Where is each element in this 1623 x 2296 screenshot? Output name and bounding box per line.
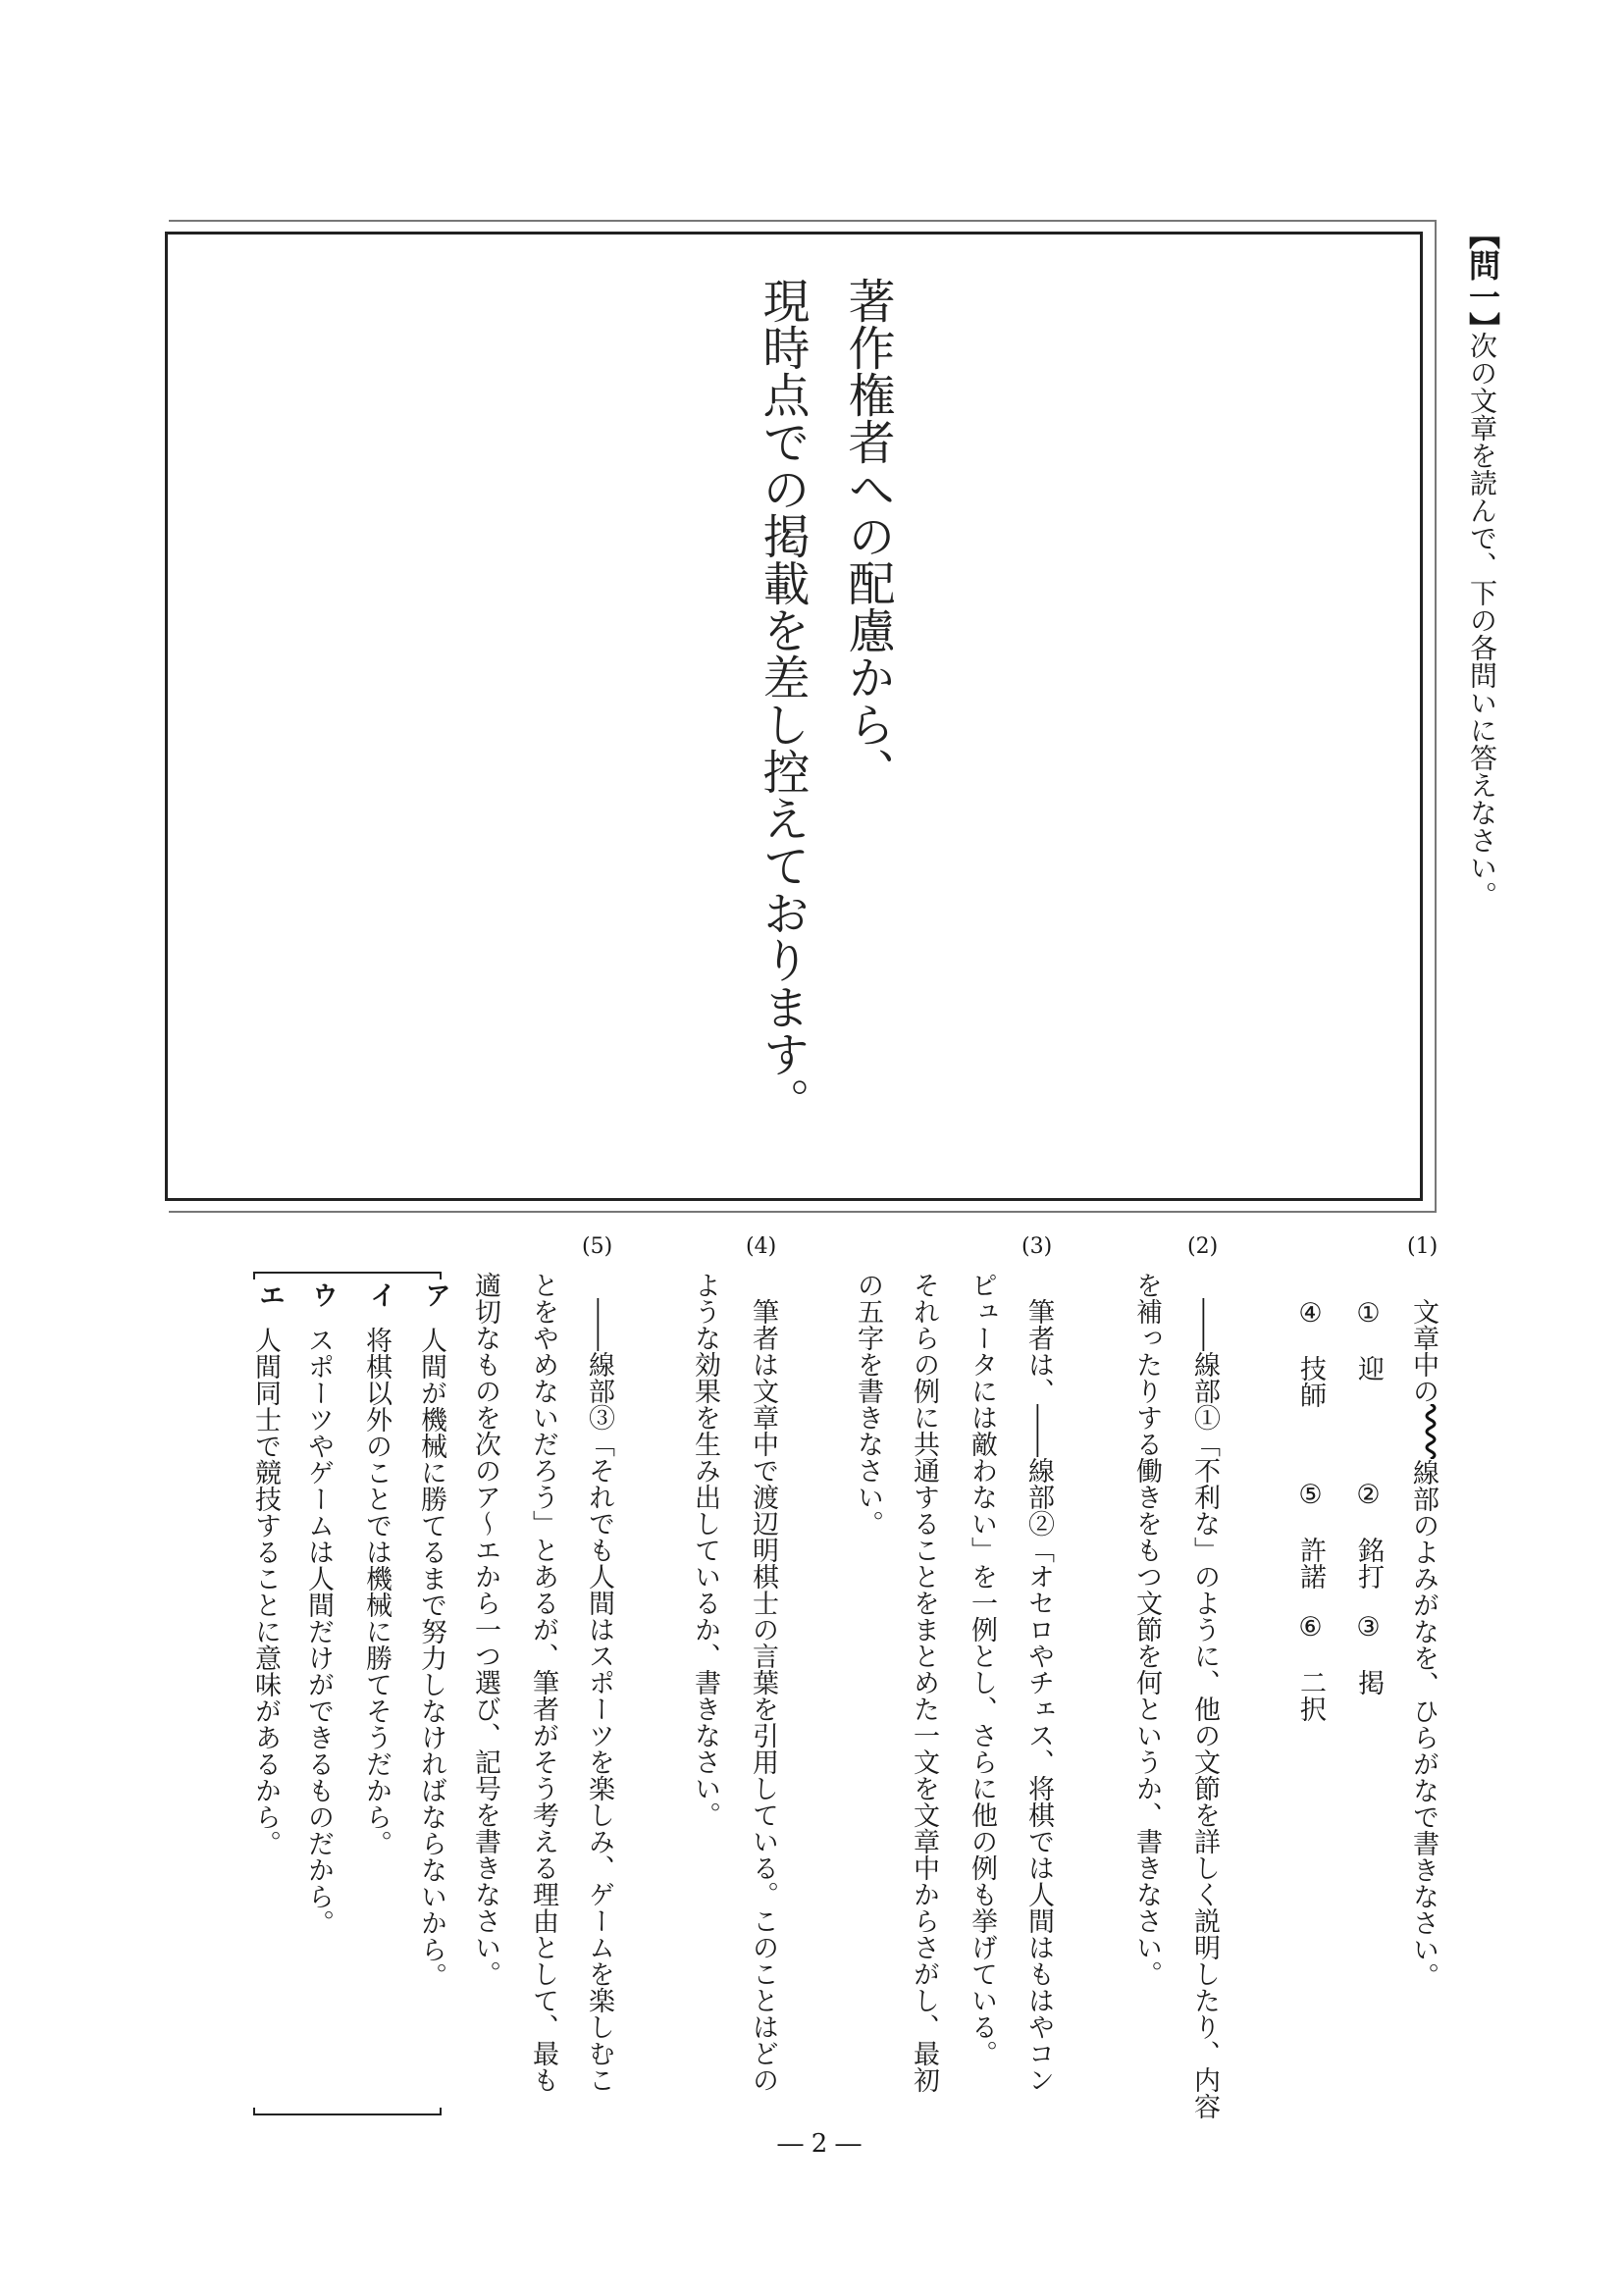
q1-item-6: ⑥ 二択 [1295, 1612, 1326, 1722]
option-e-text: 人間同士で競技することに意味があるから。 [250, 1327, 281, 1856]
options-bracket-bottom [253, 2113, 442, 2115]
question-instruction: 次の文章を読んで、下の各問いに答えなさい。 [1466, 332, 1498, 909]
q1-item-4: ④ 技師 [1295, 1298, 1326, 1408]
q5-line-2: とをやめないだろう」とあるが、筆者がそう考える理由として、最も [528, 1272, 558, 2093]
q1-item-2: ② 銘打 [1353, 1480, 1384, 1590]
q1-item-3: ③ 掲 [1353, 1612, 1384, 1696]
option-e-letter: エ [254, 1281, 285, 1308]
option-a-text: 人間が機械に勝てるまで努力しなければならないから。 [416, 1327, 446, 1989]
option-a-letter: ア [420, 1281, 450, 1308]
q4-line-2: ような効果を生み出しているか、書きなさい。 [690, 1272, 720, 1828]
q5-line-1: ――線部③「それでも人間はスポーツを楽しみ、ゲームを楽しむこ [584, 1298, 614, 2093]
q1-item-5: ⑤ 許諾 [1295, 1480, 1326, 1590]
q4-line-1: 筆者は文章中で渡辺明棋士の言葉を引用している。このことはどの [748, 1298, 778, 2093]
q1-text [1408, 1298, 1445, 1989]
page-number: ― 2 ― [777, 2129, 862, 2159]
q3-line-3: それらの例に共通することをまとめた一文を文章中からさがし、最初 [909, 1272, 939, 2093]
option-u-text: スポーツやゲームは人間だけができるものだから。 [303, 1327, 334, 1936]
q3-line-2: ピュータには敵わない」を一例とし、さらに他の例も挙げている。 [967, 1272, 997, 2066]
option-i-letter: イ [365, 1281, 395, 1308]
options-bracket-top [253, 1272, 442, 1274]
q5-number: (5) [582, 1234, 613, 1259]
q1-item-1: ① 迎 [1353, 1298, 1384, 1382]
q4-number: (4) [746, 1234, 777, 1259]
option-i-text: 将棋以外のことでは機械に勝てそうだから。 [361, 1327, 392, 1856]
option-u-letter: ウ [307, 1281, 338, 1308]
q3-line-1: 筆者は、――線部②「オセロやチェス、将棋では人間はもはやコン [1023, 1298, 1054, 2093]
q3-number: (3) [1021, 1234, 1053, 1259]
copyright-notice-line2: 現時点での掲載を差し控えております。 [755, 277, 810, 1124]
q2-line-1: ――線部①「不利な」のように、他の文節を詳しく説明したり、内容 [1189, 1298, 1220, 2119]
q2-number: (2) [1187, 1234, 1219, 1259]
q5-line-3: 適切なものを次のア～エから一つ選び、記号を書きなさい。 [470, 1272, 500, 1987]
q1-number: (1) [1407, 1234, 1439, 1259]
copyright-notice-line1: 著作権者への配慮から、 [840, 277, 895, 795]
q2-line-2: を補ったりする働きをもつ文節を何というか、書きなさい。 [1131, 1272, 1162, 1987]
q3-line-4: の五字を書きなさい。 [853, 1272, 883, 1537]
q1-text-after: 線部のよみがなを、ひらがなで書きなさい。 [1408, 1459, 1439, 1989]
question-header-label: 【問一】 [1464, 218, 1501, 343]
q1-text-before: 文章中の [1408, 1298, 1439, 1404]
wavy-underline-icon [1416, 1404, 1445, 1459]
